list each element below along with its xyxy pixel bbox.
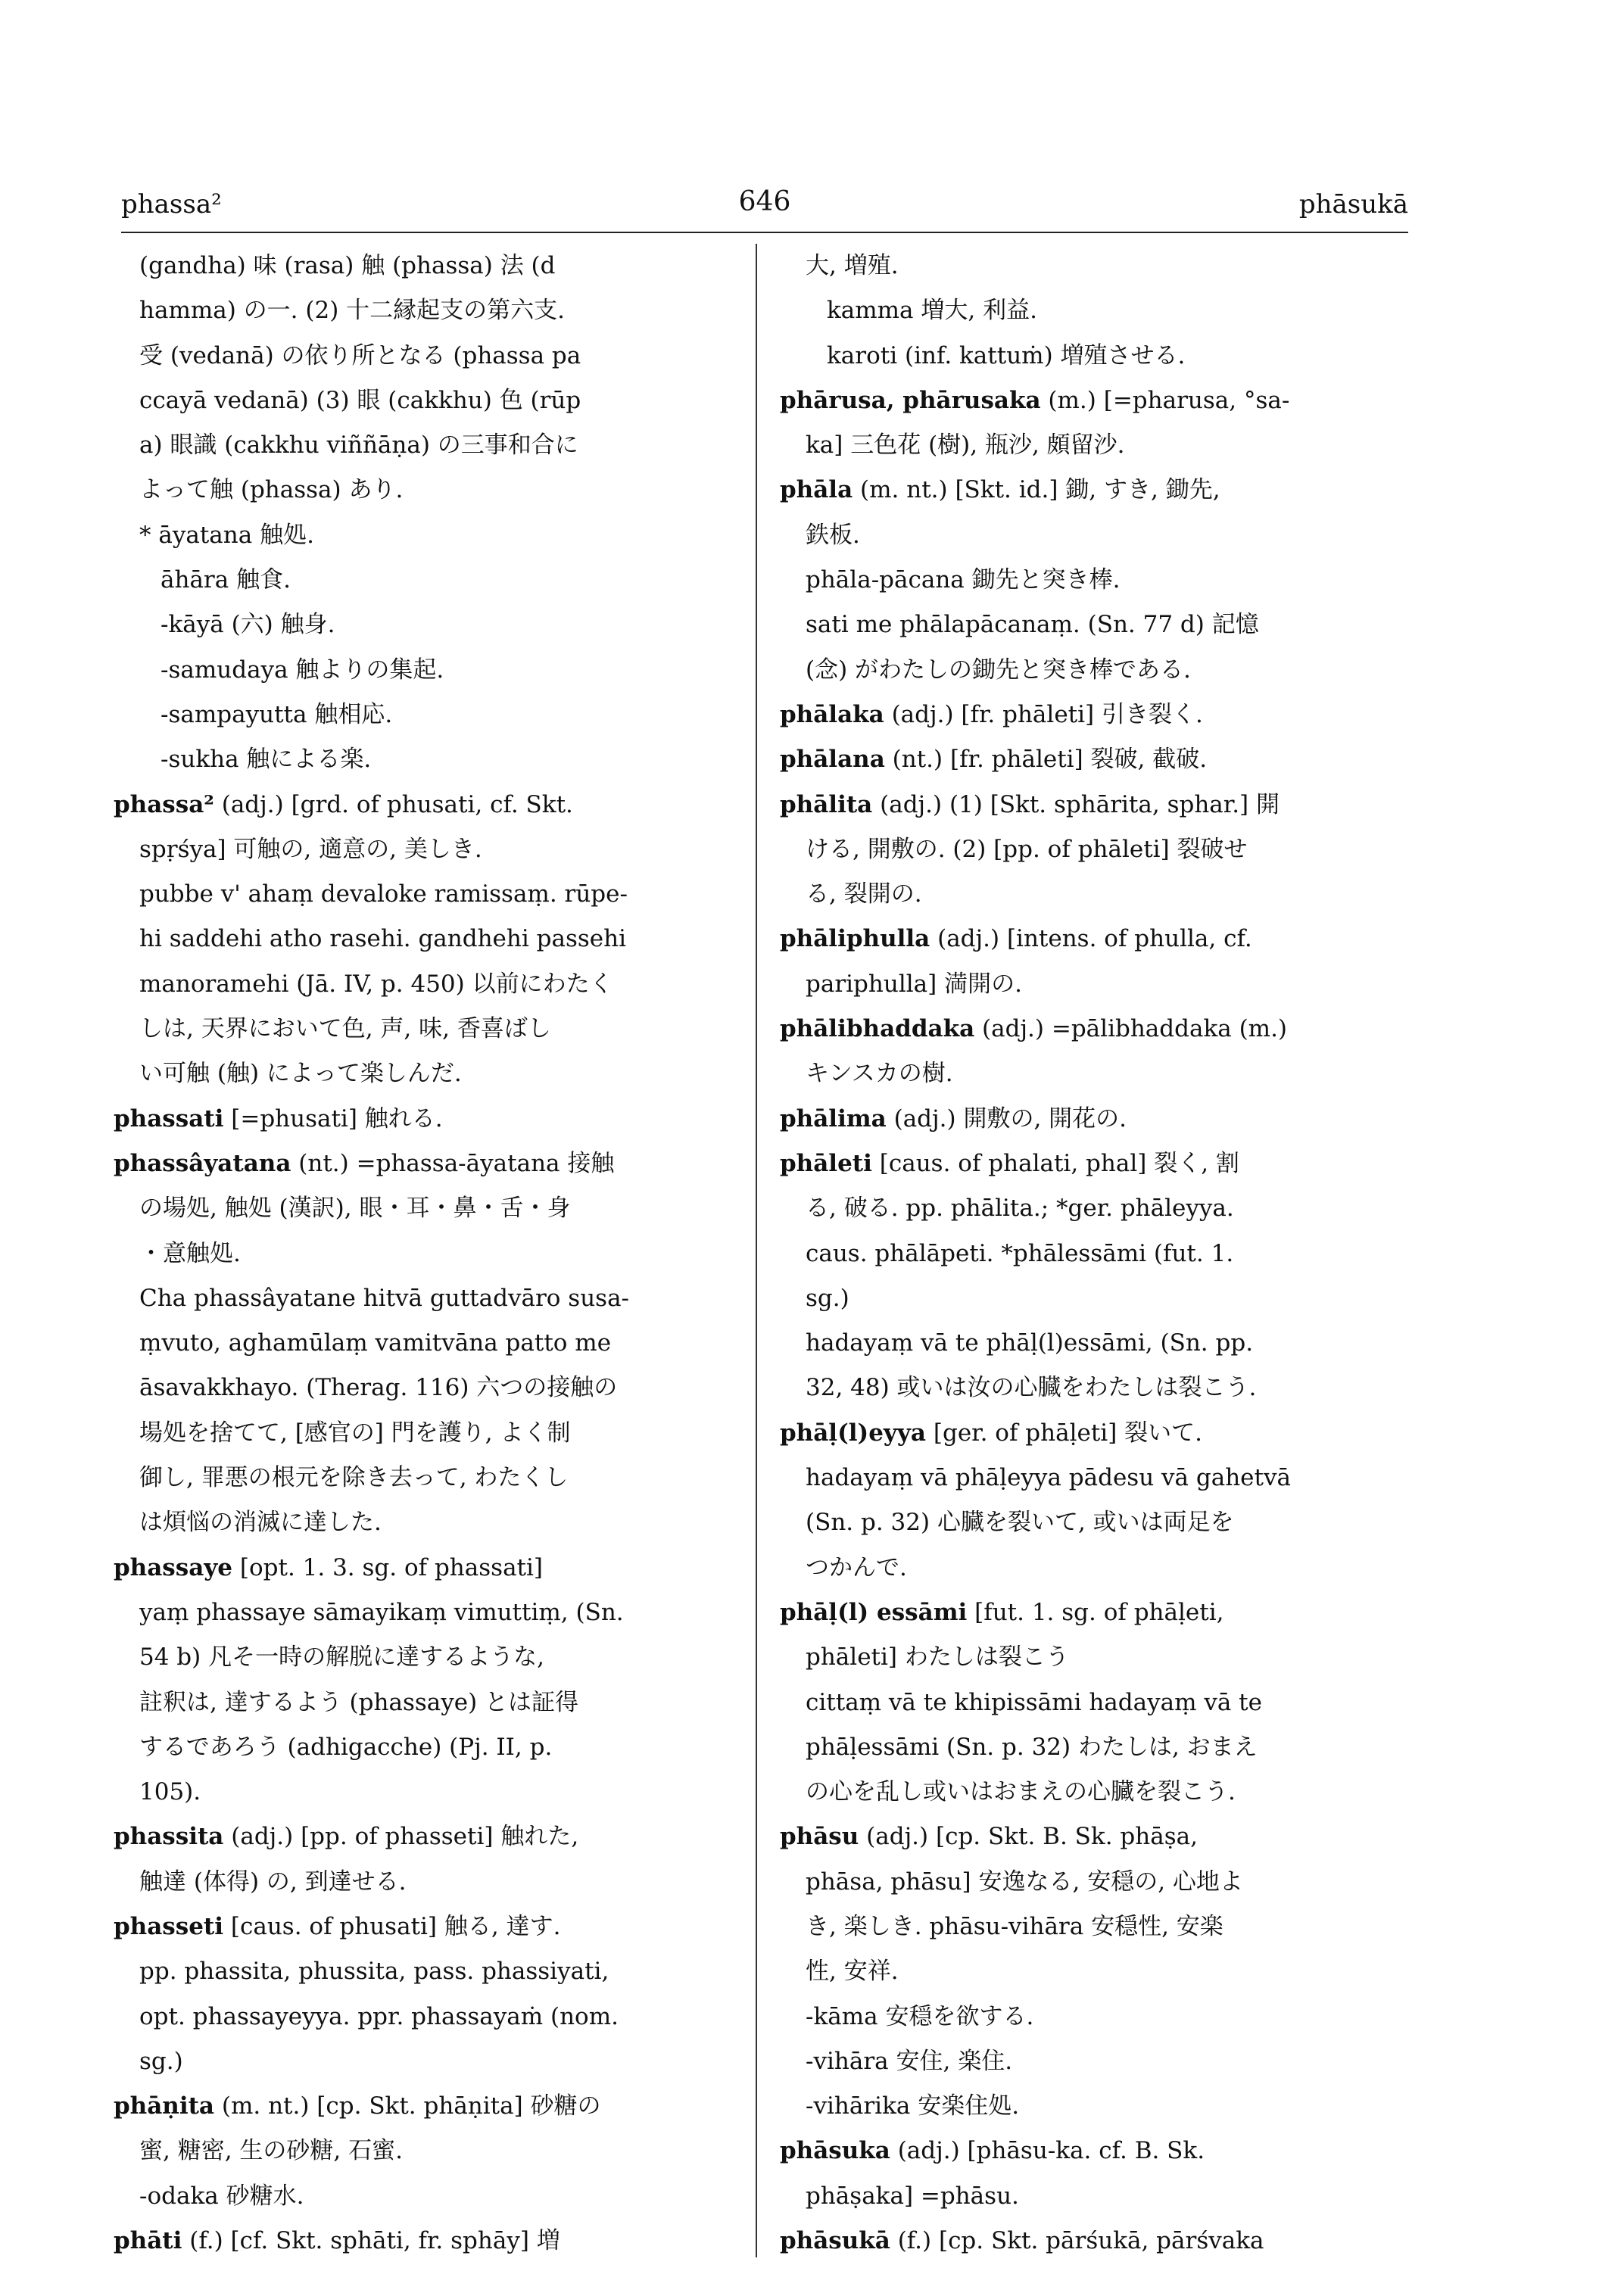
entry-text-line: sati me phālapācanaṃ. (Sn. 77 d) 記憶 [806, 611, 1259, 639]
header-left-guideword: phassa² [121, 189, 222, 220]
entry-text-line: 註釈は, 達するよう (phassaye) とは証得 [139, 1688, 579, 1716]
entry-headword-line: phassaye [opt. 1. 3. sg. of phassati] [114, 1553, 544, 1581]
entry-text-line: -vihāra 安住, 楽住. [806, 2047, 1013, 2075]
entry-text-line: 54 b) 凡そ一時の解脱に達するような, [139, 1643, 544, 1671]
entry-text-line: ける, 開敷の. (2) [pp. of phāleti] 裂破せ [806, 835, 1248, 863]
right-column [780, 244, 1393, 2263]
entry-headword-line: phārusa, phārusaka (m.) [=pharusa, °sa- [780, 386, 1290, 414]
entry-text-line: つかんで. [806, 1553, 907, 1581]
entry-headword-line: phāla (m. nt.) [Skt. id.] 鋤, すき, 鋤先, [780, 476, 1220, 504]
entry-text-line: ṃvuto, aghamūlaṃ vamitvāna patto me [139, 1329, 612, 1357]
entry-text-line: hamma) の一. (2) 十二縁起支の第六支. [139, 297, 565, 325]
entry-text-line: hadayaṃ vā te phāḷ(l)essāmi, (Sn. pp. [806, 1329, 1254, 1357]
entry-text-line: 32, 48) 或いは汝の心臓をわたしは裂こう. [806, 1374, 1257, 1402]
headword: phālima [780, 1104, 887, 1132]
entry-text-line: pp. phassita, phussita, pass. phassiyati, [139, 1958, 609, 1986]
headword: phassati [114, 1104, 224, 1132]
entry-text-line: phāleti] わたしは裂こう [806, 1643, 1069, 1671]
entry-text-line: ccayā vedanā) (3) 眼 (cakkhu) 色 (rūp [139, 386, 581, 414]
page-header [121, 186, 1408, 227]
entry-text-line: sg.) [806, 1284, 849, 1312]
entry-text-line: 場処を捨てて, [感官の] 門を護り, よく制 [139, 1419, 571, 1447]
entry-text-line: -odaka 砂糖水. [139, 2182, 304, 2210]
headword: phārusa, phārusaka [780, 386, 1041, 414]
entry-text-line: hi saddehi atho rasehi. gandhehi passehi [139, 925, 627, 953]
entry-text-line: ・意触処. [139, 1239, 241, 1267]
entry-text-line: pubbe v' ahaṃ devaloke ramissaṃ. rūpe- [139, 880, 628, 908]
entry-headword-line: phassa² (adj.) [grd. of phusati, cf. Skt. [114, 790, 573, 818]
entry-headword-line: phālita (adj.) (1) [Skt. sphārita, sphar.] 開 [780, 790, 1280, 818]
entry-text-line: -samudaya 触よりの集起. [161, 656, 444, 684]
entry-text-line: -kāma 安穏を欲する. [806, 2002, 1034, 2030]
entry-text-line: は煩悩の消滅に達した. [139, 1509, 382, 1537]
left-column [114, 244, 727, 2263]
entry-text-line: る, 裂開の. [806, 880, 922, 908]
entry-text-line: る, 破る. pp. phālita.; *ger. phāleyya. [806, 1195, 1234, 1223]
entry-headword-line: phāḷ(l) essāmi [fut. 1. sg. of phāḷeti, [780, 1598, 1224, 1626]
headword: phassâyatana [114, 1149, 291, 1177]
entry-text-line: phāla-pācana 鋤先と突き棒. [806, 566, 1121, 594]
column-divider [756, 244, 757, 2257]
entry-text-line: キンスカの樹. [806, 1060, 953, 1088]
entry-text-line: phāṣaka] =phāsu. [806, 2182, 1019, 2210]
entry-text-line: 鉄板. [806, 521, 860, 549]
page-number: 646 [738, 186, 791, 217]
entry-text-line: の場処, 触処 (漢訳), 眼・耳・鼻・舌・身 [139, 1195, 571, 1223]
entry-text-line: 蜜, 糖密, 生の砂糖, 石蜜. [139, 2137, 403, 2165]
headword: phassita [114, 1823, 224, 1851]
entry-text-line: kamma 増大, 利益. [827, 297, 1037, 325]
header-rule [121, 232, 1408, 233]
entry-headword-line: phasseti [caus. of phusati] 触る, 達す. [114, 1912, 561, 1940]
entry-headword-line: phāliphulla (adj.) [intens. of phulla, cf. [780, 925, 1252, 953]
entry-text-line: -kāyā (六) 触身. [161, 611, 335, 639]
entry-headword-line: phālima (adj.) 開敷の, 開花の. [780, 1104, 1127, 1132]
headword: phālibhaddaka [780, 1015, 975, 1043]
entry-headword-line: phassati [=phusati] 触れる. [114, 1104, 443, 1132]
entry-text-line: karoti (inf. kattuṁ) 増殖させる. [827, 341, 1186, 369]
entry-text-line: き, 楽しき. phāsu-vihāra 安穏性, 安楽 [806, 1912, 1223, 1940]
entry-text-line: ka] 三色花 (樹), 瓶沙, 頗留沙. [806, 431, 1125, 460]
headword: phāḷ(l) essāmi [780, 1598, 968, 1626]
entry-text-line: opt. phassayeyya. ppr. phassayaṁ (nom. [139, 2002, 619, 2030]
headword: phāti [114, 2227, 182, 2255]
headword: phāṇita [114, 2092, 215, 2120]
entry-text-line: Cha phassâyatane hitvā guttadvāro susa- [139, 1284, 630, 1312]
entry-text-line: 105). [139, 1778, 201, 1806]
entry-text-line: (Sn. p. 32) 心臓を裂いて, 或いは両足を [806, 1509, 1234, 1537]
entry-headword-line: phāṇita (m. nt.) [cp. Skt. phāṇita] 砂糖の [114, 2092, 601, 2120]
entry-text-line: pariphulla] 満開の. [806, 970, 1022, 998]
entry-text-line: -sampayutta 触相応. [161, 700, 393, 728]
entry-text-line: 性, 安祥. [806, 1958, 899, 1986]
entry-headword-line: phāti (f.) [cf. Skt. sphāti, fr. sphāy] 増 [114, 2227, 560, 2255]
entry-text-line: * āyatana 触処. [139, 521, 314, 549]
headword: phasseti [114, 1912, 224, 1940]
headword: phālita [780, 790, 873, 818]
headword: phāsukā [780, 2227, 890, 2255]
entry-text-line: しは, 天界において色, 声, 味, 香喜ばし [139, 1015, 551, 1043]
entry-headword-line: phāleti [caus. of phalati, phal] 裂く, 割 [780, 1149, 1239, 1177]
entry-text-line: (念) がわたしの鋤先と突き棒である. [806, 656, 1191, 684]
entry-text-line: い可触 (触) によって楽しんだ. [139, 1060, 462, 1088]
headword: phāḷ(l)eyya [780, 1419, 927, 1447]
entry-text-line: yaṃ phassaye sāmayikaṃ vimuttiṃ, (Sn. [139, 1598, 624, 1626]
entry-headword-line: phāsukā (f.) [cp. Skt. pārśukā, pārśvaka [780, 2227, 1264, 2255]
headword: phāliphulla [780, 925, 930, 953]
entry-text-line: phāsa, phāsu] 安逸なる, 安穏の, 心地よ [806, 1868, 1243, 1896]
entry-text-line: (gandha) 味 (rasa) 触 (phassa) 法 (d [139, 252, 556, 279]
header-right-guideword: phāsukā [1298, 189, 1408, 220]
entry-text-line: の心を乱し或いはおまえの心臓を裂こう. [806, 1778, 1236, 1806]
entry-text-line: manoramehi (Jā. IV, p. 450) 以前にわたく [139, 970, 613, 998]
entry-headword-line: phassita (adj.) [pp. of phasseti] 触れた, [114, 1823, 579, 1851]
entry-text-line: 大, 増殖. [806, 252, 899, 279]
entry-text-line: よって触 (phassa) あり. [139, 476, 404, 504]
entry-text-line: cittaṃ vā te khipissāmi hadayaṃ vā te [806, 1688, 1262, 1716]
headword: phālaka [780, 700, 884, 728]
headword: phālana [780, 746, 885, 774]
entry-text-line: āhāra 触食. [161, 566, 291, 594]
entry-text-line: hadayaṃ vā phāḷeyya pādesu vā gahetvā [806, 1464, 1291, 1492]
entry-text-line: -vihārika 安楽住処. [806, 2092, 1020, 2120]
entry-text-line: 触達 (体得) の, 到達せる. [139, 1868, 407, 1896]
entry-text-line: -sukha 触による楽. [161, 746, 372, 774]
entry-text-line: caus. phālāpeti. *phālessāmi (fut. 1. [806, 1239, 1234, 1267]
headword: phassaye [114, 1553, 233, 1581]
headword: phāleti [780, 1149, 872, 1177]
headword: phassa² [114, 790, 214, 818]
headword: phāsu [780, 1823, 859, 1851]
entry-headword-line: phāsu (adj.) [cp. Skt. B. Sk. phāṣa, [780, 1823, 1198, 1851]
entry-headword-line: phāḷ(l)eyya [ger. of phāḷeti] 裂いて. [780, 1419, 1203, 1447]
entry-text-line: 御し, 罪悪の根元を除き去って, わたくし [139, 1464, 569, 1492]
headword: phāla [780, 476, 853, 504]
entry-text-line: phāḷessāmi (Sn. p. 32) わたしは, おまえ [806, 1733, 1258, 1761]
entry-text-line: āsavakkhayo. (Therag. 116) 六つの接触の [139, 1374, 618, 1402]
entry-text-line: spṛśya] 可触の, 適意の, 美しき. [139, 835, 482, 863]
headword: phāsuka [780, 2137, 890, 2165]
entry-headword-line: phālana (nt.) [fr. phāleti] 裂破, 截破. [780, 746, 1208, 774]
entry-text-line: sg.) [139, 2047, 183, 2075]
entry-text-line: 受 (vedanā) の依り所となる (phassa pa [139, 341, 581, 369]
entry-headword-line: phālibhaddaka (adj.) =pālibhaddaka (m.) [780, 1015, 1288, 1043]
entry-text-line: a) 眼識 (cakkhu viññāṇa) の三事和合に [139, 431, 578, 460]
entry-headword-line: phassâyatana (nt.) =phassa-āyatana 接触 [114, 1149, 615, 1177]
entry-headword-line: phālaka (adj.) [fr. phāleti] 引き裂く. [780, 700, 1203, 728]
entry-text-line: するであろう (adhigacche) (Pj. II, p. [139, 1733, 553, 1761]
entry-headword-line: phāsuka (adj.) [phāsu-ka. cf. B. Sk. [780, 2137, 1205, 2165]
